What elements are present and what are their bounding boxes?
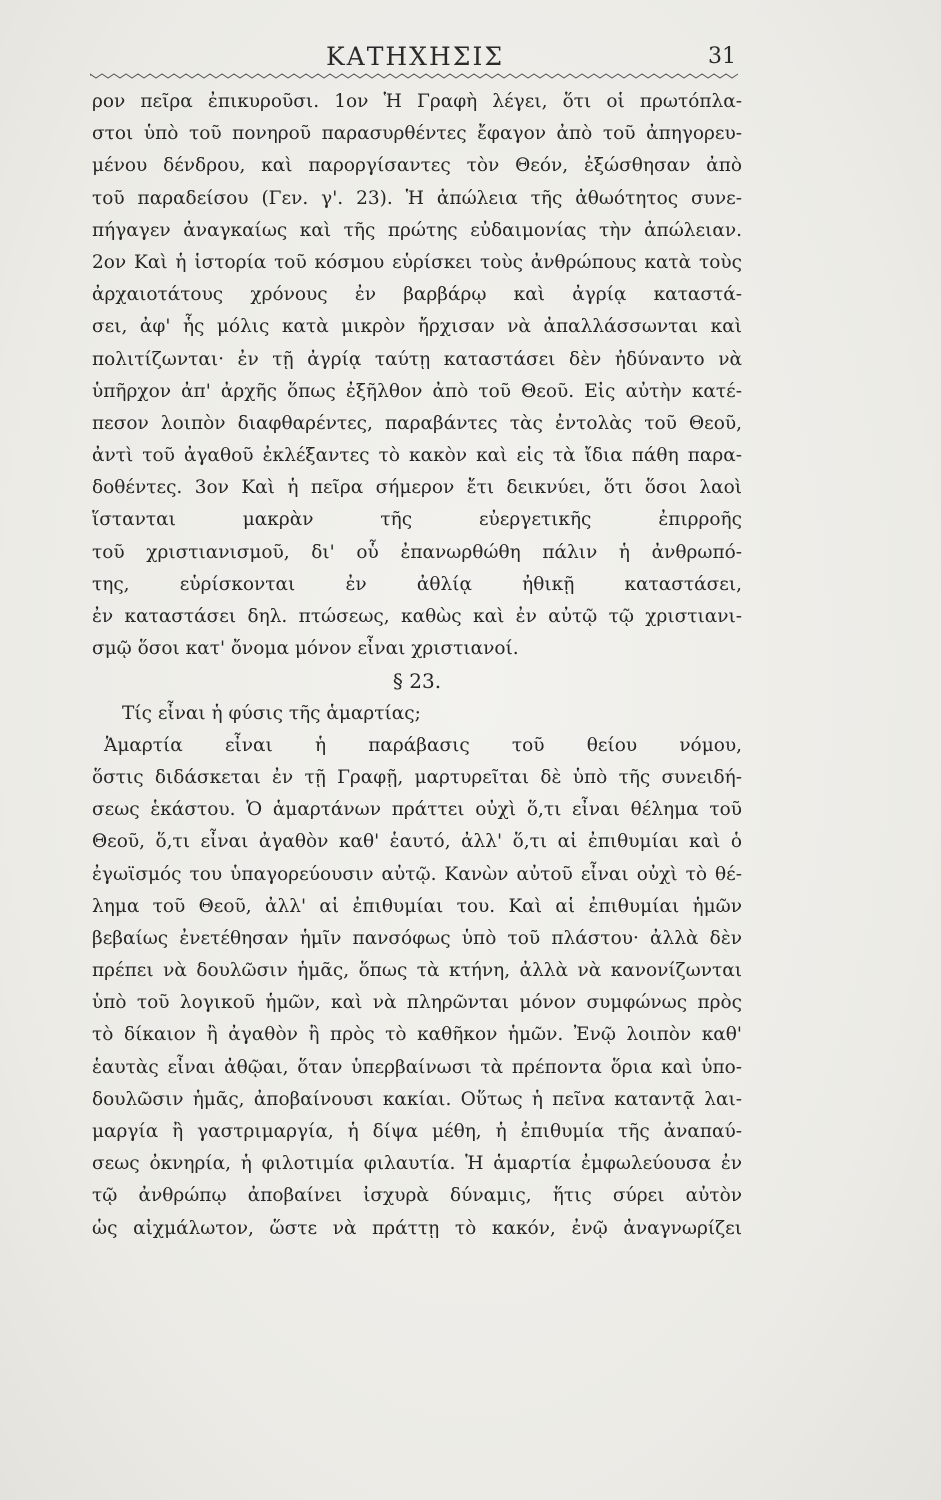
- text-line: ἀντὶ τοῦ ἀγαθοῦ ἐκλέξαντες τὸ κακὸν καὶ εἰς τὰ ἴδια πάθη παρα-: [92, 445, 742, 467]
- text-line: ἐγωϊσμός του ὑπαγορεύουσιν αὐτῷ. Κανὼν αὐτοῦ εἶναι οὐχὶ τὸ θέ-: [92, 863, 742, 885]
- header-wavy-rule: [90, 72, 740, 80]
- text-line: δουλῶσιν ἡμᾶς, ἀποβαίνουσι κακίαι. Οὕτως ἡ πεῖνα καταντᾷ λαι-: [92, 1088, 742, 1110]
- text-line: στοι ὑπὸ τοῦ πονηροῦ παρασυρθέντες ἔφαγον ἀπὸ τοῦ ἀπηγορευ-: [92, 123, 742, 145]
- text-line: ρον πεῖρα ἐπικυροῦσι. 1ον Ἡ Γραφὴ λέγει, ὅτι οἱ πρωτόπλα-: [92, 91, 742, 112]
- section-heading: § 23.: [392, 669, 442, 694]
- text-line: 2ον Καὶ ἡ ἱστορία τοῦ κόσμου εὑρίσκει τοὺς ἀνθρώπους κατὰ τοὺς: [92, 251, 742, 273]
- running-title: ΚΑΤΗΧΗΣΙΣ: [325, 42, 505, 71]
- page-number: 31: [708, 44, 736, 69]
- text-line: ὑπῆρχον ἀπ' ἀρχῆς ὅπως ἐξῆλθον ἀπὸ τοῦ Θεοῦ. Εἰς αὐτὴν κατέ-: [92, 380, 742, 402]
- text-line: τοῦ χριστιανισμοῦ, δι' οὗ ἐπανωρθώθη πάλιν ἡ ἀνθρωπό-: [92, 541, 742, 563]
- section-question: Τίς εἶναι ἡ φύσις τῆς ἁμαρτίας;: [122, 702, 421, 724]
- text-line: της, εὑρίσκονται ἐν ἀθλίᾳ ἠθικῇ καταστάσει,: [92, 573, 742, 595]
- text-line: Ἁμαρτία εἶναι ἡ παράβασις τοῦ θείου νόμου,: [104, 734, 742, 756]
- text-line: ἵστανται μακρὰν τῆς εὐεργετικῆς ἐπιρροῆς: [92, 509, 742, 531]
- text-line: πήγαγεν ἀναγκαίως καὶ τῆς πρώτης εὐδαιμονίας τὴν ἀπώλειαν.: [92, 219, 742, 241]
- text-line: μαργία ἢ γαστριμαργία, ἡ δίψα μέθη, ἡ ἐπιθυμία τῆς ἀναπαύ-: [92, 1121, 742, 1142]
- text-line: σεως ὀκνηρία, ἡ φιλοτιμία φιλαυτία. Ἡ ἁμαρτία ἐμφωλεύουσα ἐν: [92, 1153, 742, 1175]
- text-line: σεως ἑκάστου. Ὁ ἁμαρτάνων πράττει οὐχὶ ὅ,τι εἶναι θέλημα τοῦ: [92, 799, 742, 821]
- text-line: τὸ δίκαιον ἢ ἀγαθὸν ἢ πρὸς τὸ καθῆκον ἡμῶν. Ἐνῷ λοιπὸν καθ': [92, 1024, 742, 1046]
- body-text: [92, 86, 742, 1245]
- text-line: πεσον λοιπὸν διαφθαρέντες, παραβάντες τὰς ἐντολὰς τοῦ Θεοῦ,: [92, 412, 742, 434]
- text-line: ἀρχαιοτάτους χρόνους ἐν βαρβάρῳ καὶ ἀγρίᾳ καταστά-: [92, 284, 742, 306]
- text-line: ἐν καταστάσει δηλ. πτώσεως, καθὼς καὶ ἐν αὐτῷ τῷ χριστιανι-: [92, 606, 742, 627]
- text-line: ὑπὸ τοῦ λογικοῦ ἡμῶν, καὶ νὰ πληρῶνται μόνον συμφώνως πρὸς: [92, 992, 742, 1014]
- page-header: [90, 38, 740, 74]
- text-line: τῷ ἀνθρώπῳ ἀποβαίνει ἰσχυρὰ δύναμις, ἥτις σύρει αὐτὸν: [92, 1185, 742, 1207]
- text-line: τοῦ παραδείσου (Γεν. γ'. 23). Ἡ ἀπώλεια τῆς ἀθωότητος συνε-: [92, 187, 742, 209]
- text-line: σμῷ ὅσοι κατ' ὄνομα μόνον εἶναι χριστιανοί.: [92, 638, 519, 660]
- text-line: ὡς αἰχμάλωτον, ὥστε νὰ πράττῃ τὸ κακόν, ἐνῷ ἀναγνωρίζει: [92, 1217, 742, 1239]
- text-line: Θεοῦ, ὅ,τι εἶναι ἀγαθὸν καθ' ἑαυτό, ἀλλ' ὅ,τι αἱ ἐπιθυμίαι καὶ ὁ: [92, 831, 742, 853]
- text-line: μένου δένδρου, καὶ παροργίσαντες τὸν Θεόν, ἐξώσθησαν ἀπὸ: [92, 155, 742, 177]
- text-line: ὅστις διδάσκεται ἐν τῇ Γραφῇ, μαρτυρεῖται δὲ ὑπὸ τῆς συνειδή-: [92, 766, 742, 788]
- text-line: βεβαίως ἐνετέθησαν ἡμῖν πανσόφως ὑπὸ τοῦ πλάστου· ἀλλὰ δὲν: [92, 927, 742, 949]
- text-line: ἑαυτὰς εἶναι ἀθῷαι, ὅταν ὑπερβαίνωσι τὰ πρέποντα ὅρια καὶ ὑπο-: [92, 1056, 742, 1078]
- text-line: λημα τοῦ Θεοῦ, ἀλλ' αἱ ἐπιθυμίαι του. Καὶ αἱ ἐπιθυμίαι ἡμῶν: [92, 895, 742, 917]
- text-line: πρέπει νὰ δουλῶσιν ἡμᾶς, ὅπως τὰ κτήνη, ἀλλὰ νὰ κανονίζωνται: [92, 960, 742, 982]
- text-line: σει, ἀφ' ἧς μόλις κατὰ μικρὸν ἤρχισαν νὰ ἀπαλλάσσωνται καὶ: [92, 316, 742, 338]
- text-line: πολιτίζωνται· ἐν τῇ ἀγρίᾳ ταύτῃ καταστάσει δὲν ἠδύναντο νὰ: [92, 348, 742, 370]
- text-line: δοθέντες. 3ον Καὶ ἡ πεῖρα σήμερον ἔτι δεικνύει, ὅτι ὅσοι λαοὶ: [92, 477, 742, 499]
